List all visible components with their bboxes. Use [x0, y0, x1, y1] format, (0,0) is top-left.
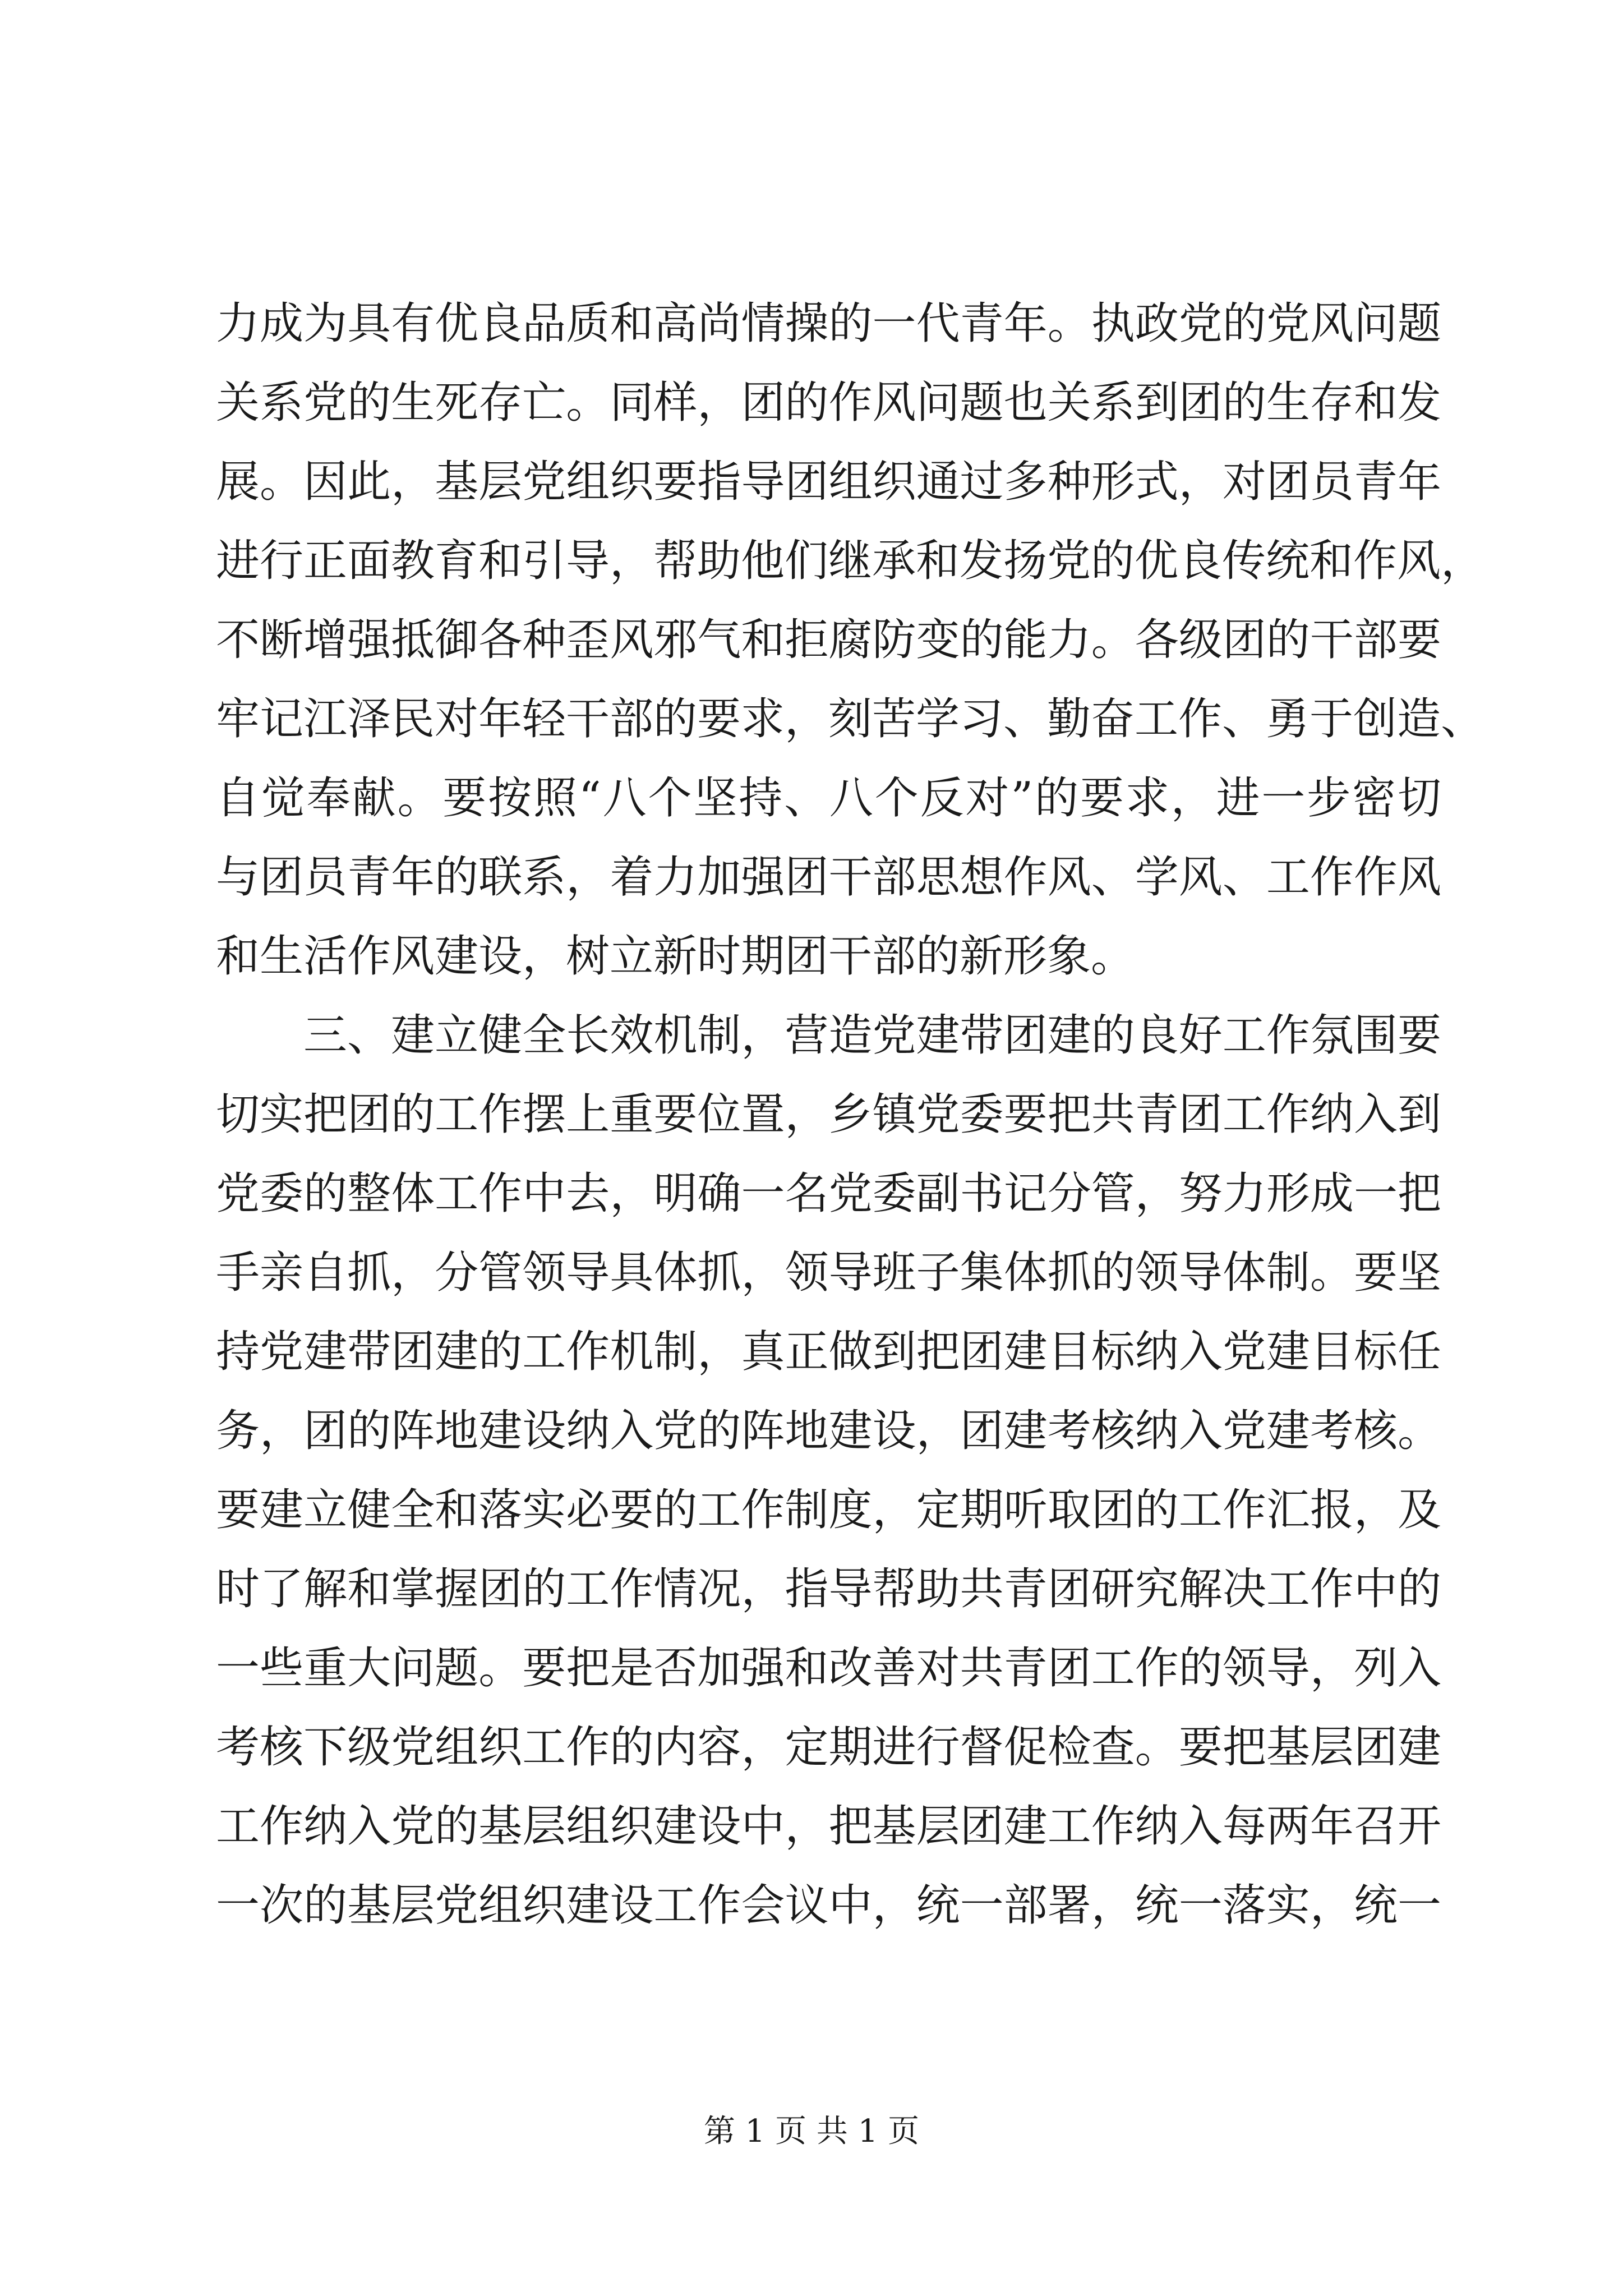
- text-line: 不断增强抵御各种歪风邪气和拒腐防变的能力。各级团的干部要: [216, 615, 1441, 665]
- text-line: 一些重大问题。要把是否加强和改善对共青团工作的领导，列入: [216, 1643, 1441, 1694]
- text-line: 一次的基层党组织建设工作会议中，统一部署，统一落实，统一: [216, 1880, 1441, 1931]
- text-line: 党委的整体工作中去，明确一名党委副书记分管，努力形成一把: [216, 1168, 1441, 1219]
- text-line: 与团员青年的联系，着力加强团干部思想作风、学风、工作作风: [216, 852, 1441, 903]
- text-line: 牢记江泽民对年轻干部的要求，刻苦学习、勤奋工作、勇于创造、: [216, 694, 1485, 744]
- text-line: 展。因此，基层党组织要指导团组织通过多种形式，对团员青年: [216, 457, 1441, 507]
- text-line: 自觉奉献。要按照“八个坚持、八个反对”的要求，进一步密切: [216, 773, 1441, 823]
- page-number-footer: 第 1 页 共 1 页: [703, 2113, 920, 2150]
- text-line: 手亲自抓，分管领导具体抓，领导班子集体抓的领导体制。要坚: [216, 1248, 1441, 1298]
- section-heading-line: 三、建立健全长效机制，营造党建带团建的良好工作氛围要: [303, 1010, 1441, 1061]
- text-line: 关系党的生死存亡。同样，团的作风问题也关系到团的生存和发: [216, 378, 1441, 428]
- text-line: 和生活作风建设，树立新时期团干部的新形象。: [216, 931, 1135, 982]
- text-line: 要建立健全和落实必要的工作制度，定期听取团的工作汇报，及: [216, 1485, 1441, 1535]
- text-line: 持党建带团建的工作机制，真正做到把团建目标纳入党建目标任: [216, 1327, 1441, 1377]
- text-line: 进行正面教育和引导，帮助他们继承和发扬党的优良传统和作风，: [216, 536, 1485, 586]
- text-line: 力成为具有优良品质和高尚情操的一代青年。执政党的党风问题: [216, 298, 1441, 349]
- text-line: 考核下级党组织工作的内容，定期进行督促检查。要把基层团建: [216, 1722, 1441, 1773]
- text-line: 切实把团的工作摆上重要位置，乡镇党委要把共青团工作纳入到: [216, 1089, 1441, 1140]
- text-line: 时了解和掌握团的工作情况，指导帮助共青团研究解决工作中的: [216, 1564, 1441, 1614]
- text-line: 务，团的阵地建设纳入党的阵地建设，团建考核纳入党建考核。: [216, 1406, 1441, 1456]
- text-line: 工作纳入党的基层组织建设中，把基层团建工作纳入每两年召开: [216, 1801, 1441, 1852]
